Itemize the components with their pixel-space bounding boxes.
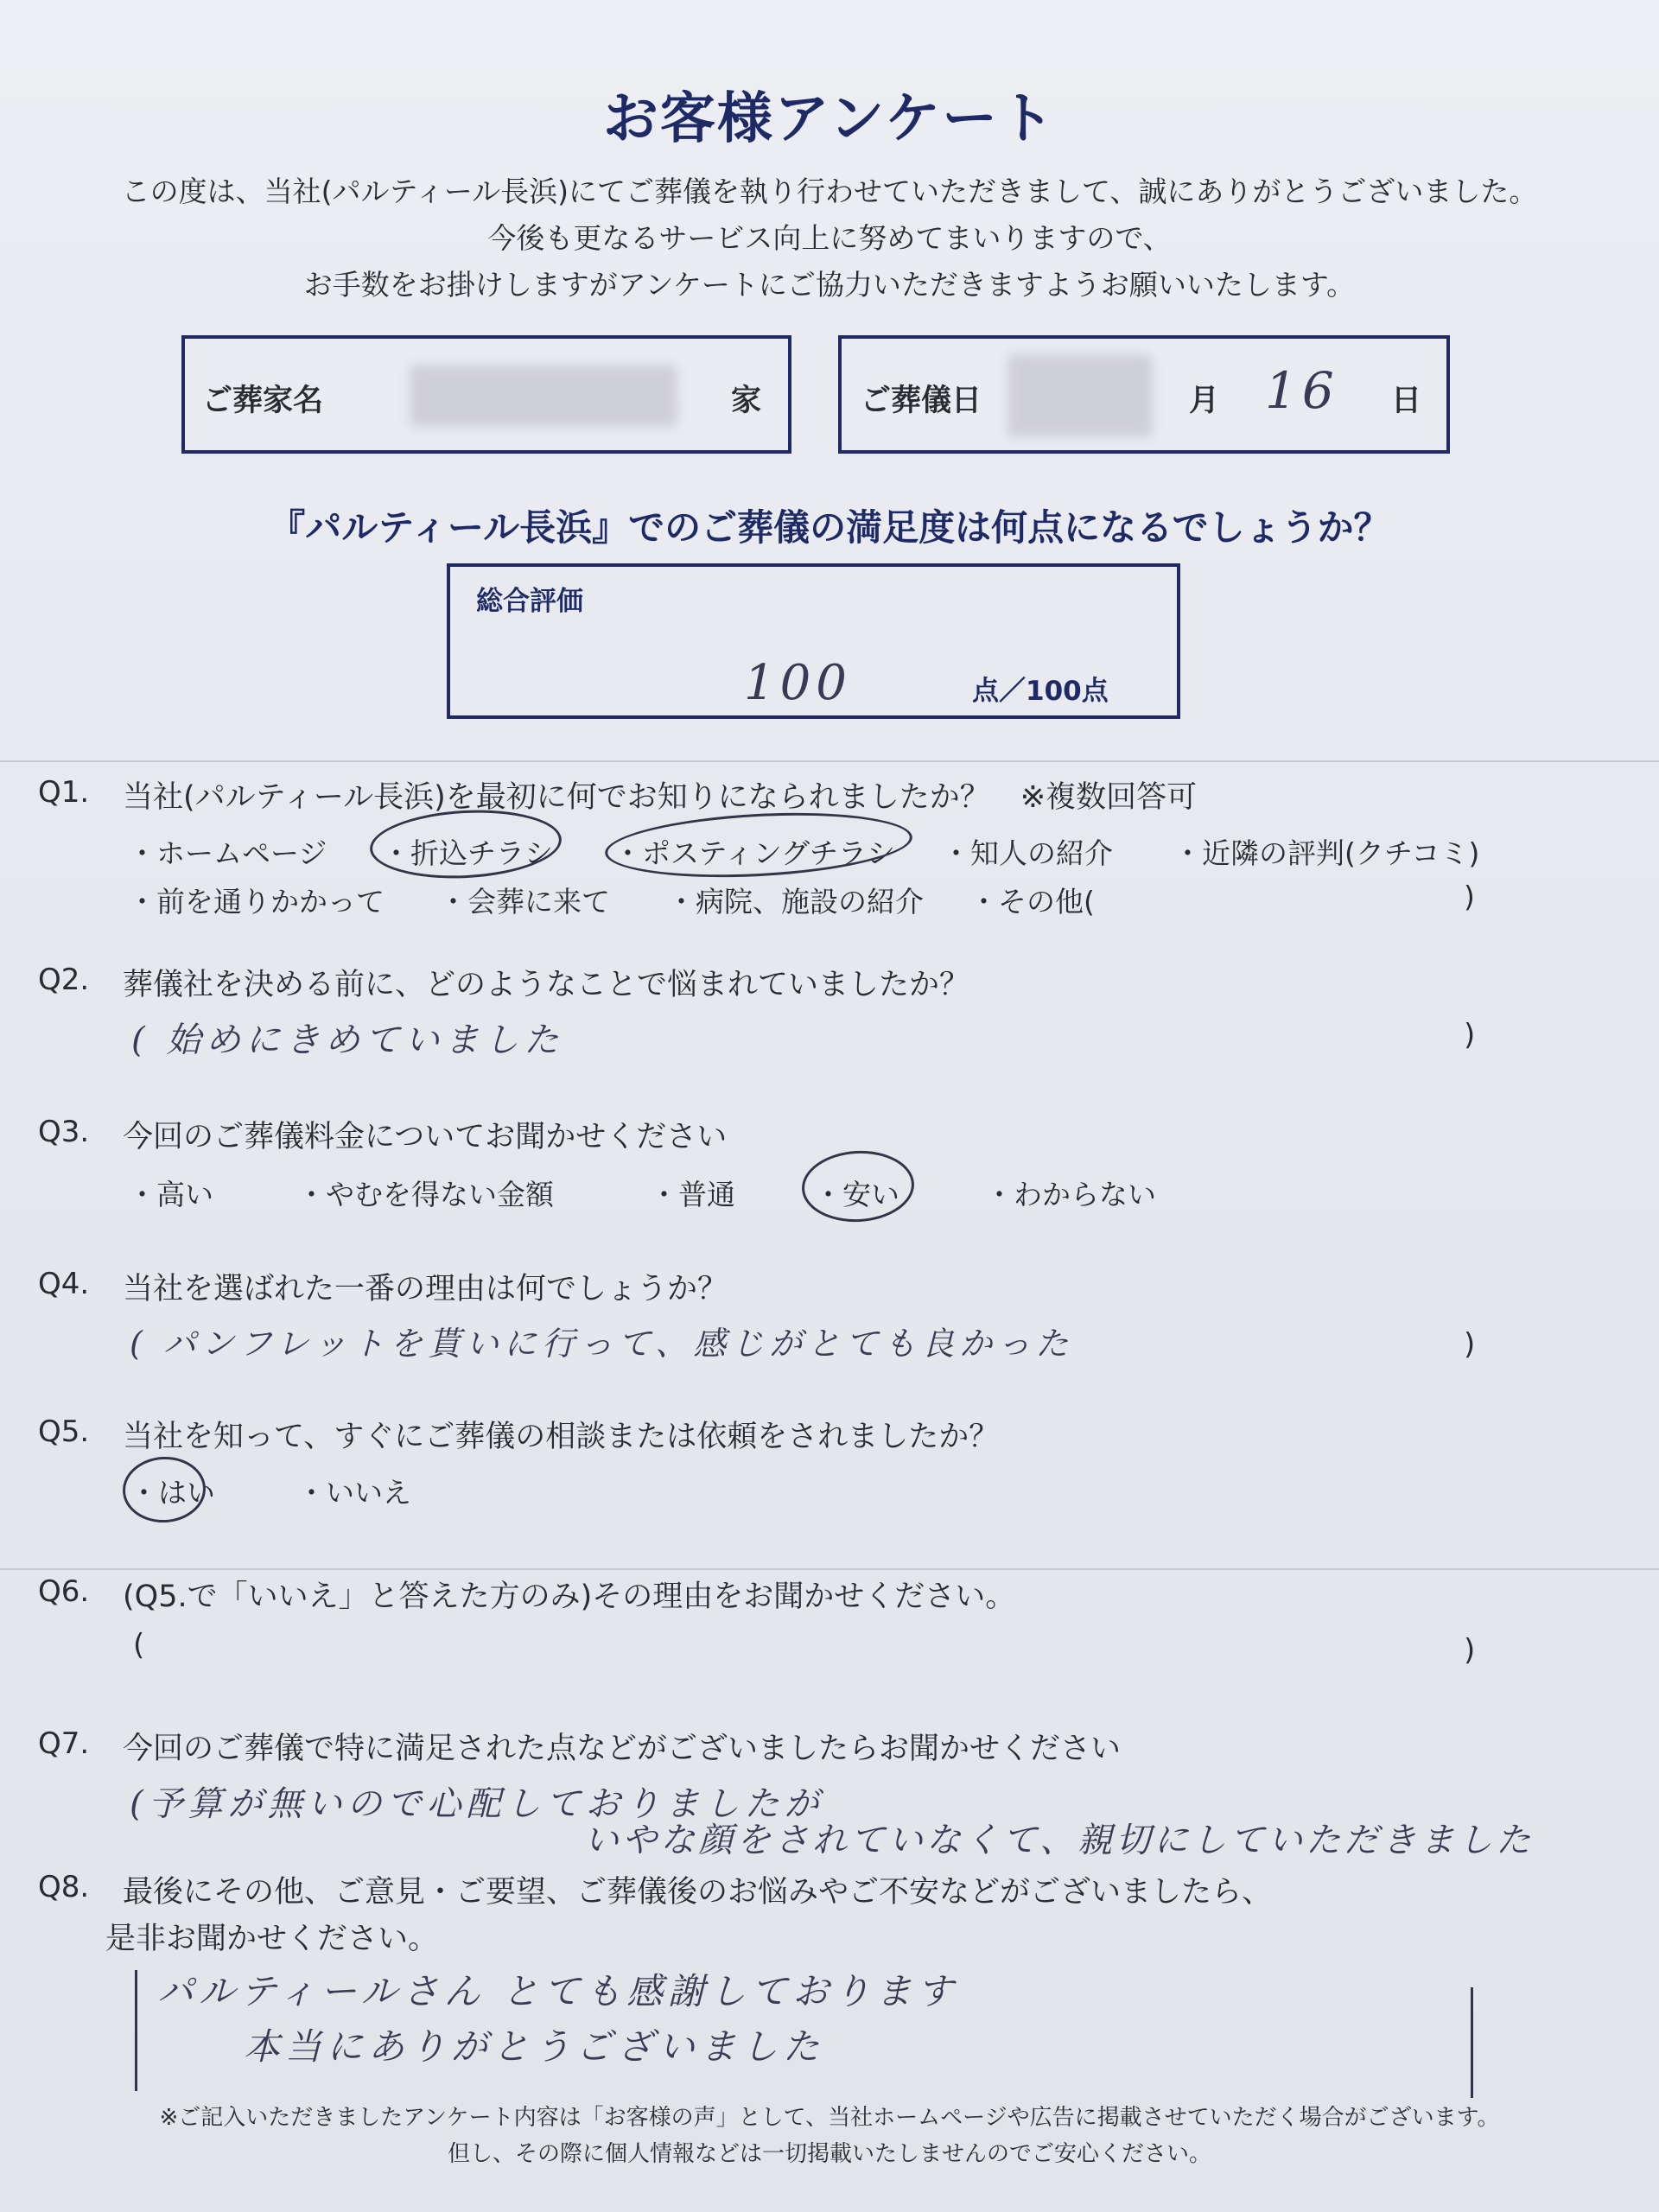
q8-answer-line-2: 本当にありがとうございました [244,2025,825,2068]
survey-title: お客様アンケート [602,87,1057,151]
q5-circle-yes [121,1455,207,1525]
q1-option-word-of-mouth: ・近隣の評判(クチコミ) [1173,836,1480,870]
funeral-day: 16 [1265,361,1339,420]
q3-circle-cheap [800,1148,916,1225]
q6-number: Q6. [38,1574,90,1609]
score-unit: 点／100点 [972,676,1109,707]
funeral-date-box [838,335,1450,454]
q3-option-normal: ・普通 [650,1178,735,1211]
q8-answer-line-1: パルティールさん とても感謝しております [157,1970,959,2012]
q6-close-paren: ) [1464,1633,1476,1668]
q5-option-no: ・いいえ [297,1476,411,1510]
funeral-date-label: ご葬儀日 [861,384,982,418]
month-label: 月 [1189,384,1220,418]
q5-number: Q5. [38,1414,90,1449]
q1-option-passing-by: ・前を通りかかって [128,885,385,918]
q3-option-expensive: ・高い [128,1178,213,1211]
q1-option-attended-funeral: ・会葬に来て [439,885,610,918]
q2-close-paren: ) [1464,1018,1476,1052]
q4-close-paren: ) [1464,1327,1476,1362]
q4-text: 当社を選ばれた一番の理由は何でしょうか？ [123,1272,728,1306]
q3-number: Q3. [38,1115,90,1149]
q1-text: 当社(パルティール長浜)を最初に何でお知りになられましたか？ ※複数回答可 [123,780,1198,815]
score-box [447,563,1180,719]
family-name-label: ご葬家名 [202,384,324,418]
q8-text-2: 是非お聞かせください。 [105,1922,439,1956]
paper-fold [0,1568,1659,1570]
q4-number: Q4. [38,1267,90,1301]
q3-text: 今回のご葬儀料金についてお聞かせください [123,1120,728,1154]
q2-answer: ( 始めにきめていました [131,1020,564,1060]
intro-line-3: お手数をお掛けしますがアンケートにご協力いただきますようお願いいたします。 [303,268,1356,302]
q2-number: Q2. [38,963,90,997]
day-label: 日 [1391,384,1422,418]
q2-text: 葬儀社を決める前に、どのようなことで悩まれていましたか？ [123,968,970,1002]
q1-option-posting-flyer: ・ポスティングチラシ [613,836,896,870]
paper-fold [0,760,1659,762]
footnote-line-1: ※ご記入いただきましたアンケート内容は「お客様の声」として、当社ホームページや広告に掲載させていただく場合がございます。 [159,2105,1500,2131]
q8-bracket-left [135,1970,137,2091]
score-label: 総合評価 [476,586,583,617]
q5-text: 当社を知って、すぐにご葬儀の相談または依頼をされましたか？ [123,1420,1000,1454]
q8-text: 最後にその他、ご意見・ご要望、ご葬儀後のお悩みやご不安などがございましたら、 [123,1875,1273,1910]
family-name-box [181,335,791,454]
q6-open-paren: ( [133,1628,145,1662]
q3-option-unknown: ・わからない [985,1178,1156,1211]
q1-option-other: ・その他( [969,885,1095,918]
q1-option-homepage: ・ホームページ [128,836,327,870]
score-value: 100 [744,655,852,711]
q7-answer-line-1: (予算が無いので心配しておりましたが [130,1784,824,1824]
q1-option-insert-flyer: ・折込チラシ [382,836,553,870]
q3-option-unavoidable: ・やむを得ない金額 [297,1178,554,1211]
q1-option-hospital-referral: ・病院、施設の紹介 [667,885,924,918]
satisfaction-heading: 『パルティール長浜』でのご葬儀の満足度は何点になるでしょうか？ [269,506,1390,549]
footnote-line-2: 但し、その際に個人情報などは一切掲載いたしませんのでご安心ください。 [447,2141,1211,2167]
q1-circle-posting-flyer [603,806,913,885]
family-suffix: 家 [731,384,762,418]
q4-answer: ( パンフレットを貰いに行って、感じがとても良かった [130,1325,1074,1363]
q8-number: Q8. [38,1870,90,1904]
q7-number: Q7. [38,1726,90,1761]
q1-number: Q1. [38,775,90,810]
redacted-month [1007,354,1153,437]
intro-line-2: 今後も更なるサービス向上に努めてまいりますので、 [487,221,1172,255]
q8-bracket-right [1471,1987,1473,2098]
q6-text: (Q5.で「いいえ」と答えた方のみ)その理由をお聞かせください。 [123,1580,1016,1614]
q3-option-cheap: ・安い [814,1178,899,1211]
intro-line-1: この度は、当社(パルティール長浜)にてご葬儀を執り行わせていただきまして、誠にありがとうございました。 [121,175,1538,208]
q7-answer-line-2: いやな顔をされていなくて、親切にしていただきました [584,1821,1535,1860]
q1-other-close: ) [1464,880,1475,913]
q1-option-acquaintance: ・知人の紹介 [942,836,1113,870]
redacted-name [410,365,677,427]
q7-text: 今回のご葬儀で特に満足された点などがございましたらお聞かせください [123,1732,1122,1766]
q5-option-yes: ・はい [130,1476,215,1510]
